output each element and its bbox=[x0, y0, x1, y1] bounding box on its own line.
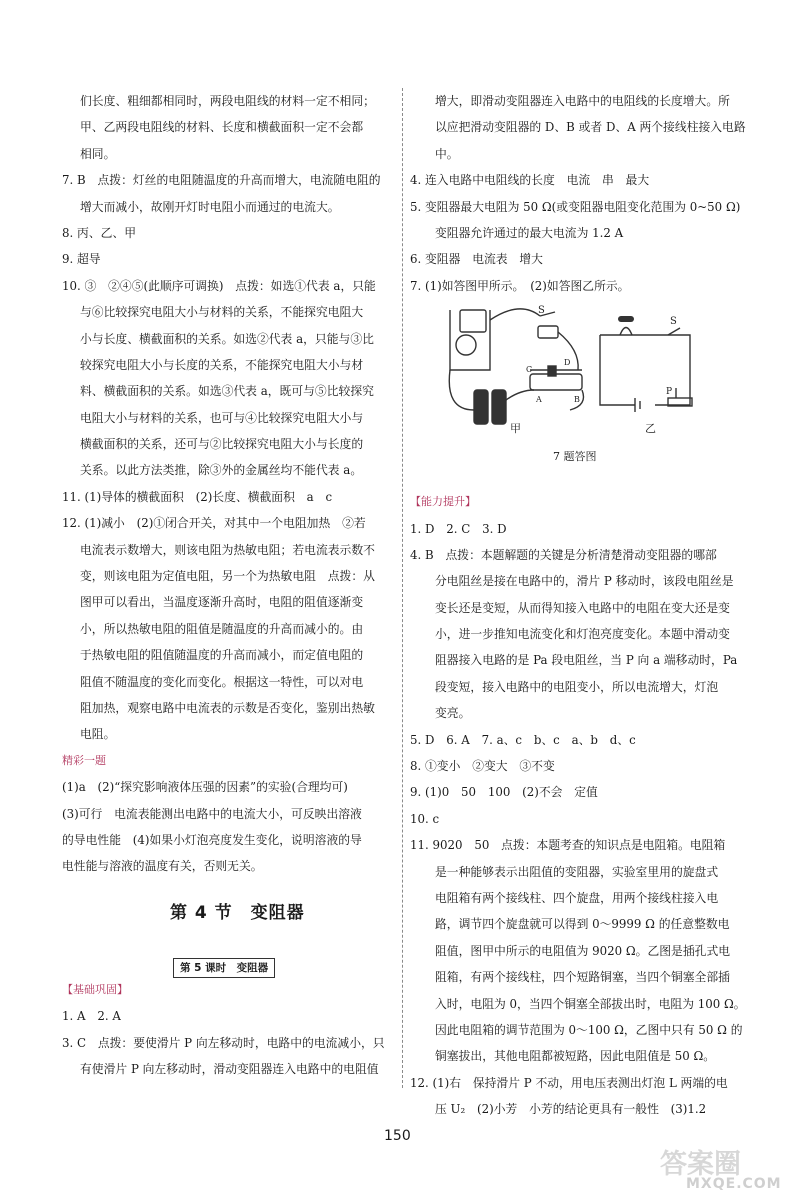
text-line: 9. (1)0 50 100 (2)不会 定值 bbox=[410, 785, 598, 800]
switch-label-jia: S bbox=[538, 305, 545, 316]
right-column bbox=[410, 88, 748, 1123]
column-divider bbox=[402, 88, 404, 1088]
text-line: 中。 bbox=[435, 146, 459, 161]
text-line: 4. 连入电路中电阻线的长度 电流 串 最大 bbox=[410, 173, 650, 188]
switch-base bbox=[538, 326, 558, 338]
text-line: 阻器接入电路的是 Pa 段电阻丝，当 P 向 a 端移动时，Pa bbox=[435, 653, 738, 668]
page-number: 150 bbox=[384, 1128, 411, 1144]
text-line: 小与长度、横截面积的关系。如选②代表 a，只能与③比 bbox=[80, 331, 374, 346]
text-line: 阻值不随温度的变化而变化。根据这一特性，可以对电 bbox=[80, 674, 364, 689]
text-line: 变长还是变短，从而得知接入电路中的电阻在变大还是变 bbox=[435, 600, 730, 615]
label-yi: 乙 bbox=[645, 422, 656, 435]
terminal-c: C bbox=[526, 365, 533, 374]
wire-3 bbox=[449, 370, 474, 410]
text-line: 变阻器允许通过的最大电流为 1.2 A bbox=[435, 225, 624, 240]
text-line: 是一种能够表示出阻值的变阻器，实验室里用的旋盘式 bbox=[435, 864, 719, 879]
text-line: 电阻箱有两个接线柱、四个旋盘，用两个接线柱接入电 bbox=[435, 890, 719, 905]
watermark-text: 答案圈 bbox=[660, 1149, 741, 1180]
text-line: 【基础巩固】 bbox=[62, 982, 128, 996]
text-line: 5. D 6. A 7. a、c b、c a、b d、c bbox=[410, 732, 636, 747]
text-line: 与⑥比较探究电阻大小与材料的关系，不能探究电阻大 bbox=[80, 305, 364, 320]
text-line: 阻值，图甲中所示的电阻值为 9020 Ω。乙图是插孔式电 bbox=[435, 943, 731, 958]
text-line: 5. 变阻器最大电阻为 50 Ω(或变阻器电阻变化范围为 0~50 Ω) bbox=[410, 199, 741, 214]
text-line: 料、横截面积的关系。如选③代表 a，既可与⑤比较探究 bbox=[80, 384, 374, 399]
text-line: 8. 丙、乙、甲 bbox=[62, 225, 136, 240]
right-bottom-lines bbox=[410, 489, 748, 1122]
battery-1 bbox=[474, 390, 488, 424]
text-line: 10. ③ ②④⑤(此顺序可调换) 点拨：如选①代表 a，只能 bbox=[62, 278, 376, 293]
text-line: 9. 超导 bbox=[62, 252, 101, 267]
text-line: 10. c bbox=[410, 811, 440, 826]
text-line: 8. ①变小 ②变大 ③不变 bbox=[410, 759, 555, 774]
figure-caption: 7 题答图 bbox=[553, 450, 597, 463]
text-line: (3)可行 电流表能测出电路中的电流大小，可反映出溶液 bbox=[62, 806, 362, 821]
watermark-url: MXQE.COM bbox=[686, 1176, 782, 1192]
text-line: 路，调节四个旋盘就可以得到 0～9999 Ω 的任意整数电 bbox=[435, 917, 730, 932]
text-line: 4. B 点拨：本题解题的关键是分析清楚滑动变阻器的哪部 bbox=[410, 547, 717, 562]
text-line: 7. (1)如答图甲所示。 (2)如答图乙所示。 bbox=[410, 278, 630, 293]
section-title: 第 4 节 变阻器 bbox=[170, 903, 305, 923]
text-line: 变，则该电阻为定值电阻，另一个为热敏电阻 点拨：从 bbox=[80, 569, 375, 584]
text-line: 横截面积的关系，还可与②比较探究电阻大小与长度的 bbox=[80, 437, 364, 452]
text-line: 甲、乙两段电阻线的材料、长度和横截面积一定不会都 bbox=[80, 120, 364, 135]
text-line: 小，进一步推知电流变化和灯泡亮度变化。本题中滑动变 bbox=[435, 627, 730, 642]
text-line: 11. (1)导体的横截面积 (2)长度、横截面积 a c bbox=[62, 489, 333, 504]
text-line: 于热敏电阻的阻值随温度的升高而减小，而定值电阻的 bbox=[80, 648, 364, 663]
slider-label-yi: P bbox=[666, 387, 673, 397]
text-line: 压 U₂ (2)小芳 小芳的结论更具有一般性 (3)1.2 bbox=[435, 1102, 707, 1117]
text-line: 精彩一题 bbox=[62, 753, 106, 767]
schematic-switch bbox=[668, 328, 680, 335]
text-line: 相同。 bbox=[80, 146, 116, 161]
text-line: 分电阻丝是接在电路中的，滑片 P 移动时，该段电阻丝是 bbox=[435, 574, 734, 589]
text-line: 电阻大小与材料的关系，也可与④比较探究电阻大小与 bbox=[80, 410, 364, 425]
text-line: 段变短，接入电路中的电阻变小，所以电流增大，灯泡 bbox=[435, 679, 719, 694]
text-line: 电流表示数增大，则该电阻为热敏电阻；若电流表示数不 bbox=[80, 542, 375, 557]
text-line: 较探究电阻大小与长度的关系，不能探究电阻大小与材 bbox=[80, 357, 364, 372]
lesson-label: 第 5 课时 变阻器 bbox=[173, 958, 275, 978]
text-line: 的导电性能 (4)如果小灯泡亮度发生变化，说明溶液的导 bbox=[62, 832, 362, 847]
text-line: 【能力提升】 bbox=[410, 495, 476, 509]
right-top-lines bbox=[410, 88, 748, 299]
left-bottom-lines bbox=[62, 977, 396, 1083]
text-line: 1. D 2. C 3. D bbox=[410, 521, 507, 536]
circuit-yi bbox=[600, 328, 692, 413]
text-line: 有使滑片 P 向左移动时，滑动变阻器连入电路中的电阻值 bbox=[80, 1061, 379, 1076]
text-line: 增大而减小，故刚开灯时电阻小而通过的电流大。 bbox=[80, 199, 340, 214]
battery-2 bbox=[492, 390, 506, 424]
text-line: 关系。以此方法类推，除③外的金属丝均不能代表 a。 bbox=[80, 463, 363, 478]
switch-label-yi: S bbox=[670, 316, 677, 327]
text-line: 阻加热，观察电路中电流表的示数是否变化，鉴别出热敏 bbox=[80, 700, 375, 715]
left-column bbox=[62, 88, 396, 1082]
text-line: 变亮。 bbox=[435, 706, 471, 721]
text-line: 因此电阻箱的调节范围为 0～100 Ω，乙图中只有 50 Ω 的 bbox=[435, 1022, 743, 1037]
text-line: 11. 9020 50 点拨：本题考查的知识点是电阻箱。电阻箱 bbox=[410, 838, 726, 853]
schematic-left-wire bbox=[600, 335, 635, 405]
text-line: 3. C 点拨：要使滑片 P 向左移动时，电路中的电流减小，只 bbox=[62, 1035, 385, 1050]
terminal-a: A bbox=[536, 395, 542, 404]
bell-stand bbox=[450, 310, 490, 370]
left-answer-lines bbox=[62, 88, 396, 880]
text-line: 1. A 2. A bbox=[62, 1009, 121, 1024]
text-line: 铜塞拔出，其他电阻都被短路，因此电阻值是 50 Ω。 bbox=[435, 1049, 716, 1064]
terminal-d: D bbox=[564, 358, 571, 367]
text-line: 电阻。 bbox=[80, 727, 116, 742]
text-line: 6. 变阻器 电流表 增大 bbox=[410, 252, 543, 267]
text-line: 以应把滑动变阻器的 D、B 或者 D、A 两个接线柱接入电路 bbox=[435, 120, 746, 135]
bell-box bbox=[460, 310, 486, 332]
text-line: 小，所以热敏电阻的阻值是随温度的升高而减小的。由 bbox=[80, 621, 364, 636]
text-line: 图甲可以看出，当温度逐渐升高时，电阻的阻值逐渐变 bbox=[80, 595, 364, 610]
bell-symbol bbox=[620, 328, 632, 336]
watermark-logo bbox=[660, 1142, 790, 1194]
text-line: 7. B 点拨：灯丝的电阻随温度的升高而增大，电流随电阻的 bbox=[62, 173, 381, 188]
text-line: 12. (1)右 保持滑片 P 不动，用电压表测出灯泡 L 两端的电 bbox=[410, 1075, 728, 1090]
wire-4 bbox=[506, 390, 534, 400]
text-line: 12. (1)减小 (2)①闭合开关，对其中一个电阻加热 ②若 bbox=[62, 516, 366, 531]
text-line: 入时，电阻为 0，当四个铜塞全部拔出时，电阻为 100 Ω。 bbox=[435, 996, 746, 1011]
text-line: 电性能与溶液的温度有关，否则无关。 bbox=[62, 859, 263, 874]
bell-dome bbox=[456, 335, 476, 355]
terminal-b: B bbox=[574, 395, 580, 404]
bell-dot bbox=[618, 316, 634, 322]
rheostat-slider bbox=[548, 366, 556, 376]
text-line: 增大，即滑动变阻器连入电路中的电阻线的长度增大。所 bbox=[435, 94, 730, 108]
label-jia: 甲 bbox=[510, 422, 521, 435]
wire-1 bbox=[490, 309, 540, 320]
text-line: (1)a (2)“探究影响液体压强的因素”的实验(合理均可) bbox=[62, 780, 348, 795]
text-line: 们长度、粗细都相同时，两段电阻线的材料一定不相同； bbox=[80, 94, 375, 108]
text-line: 阻箱，有两个接线柱，四个短路铜塞，当四个铜塞全部插 bbox=[435, 970, 730, 985]
